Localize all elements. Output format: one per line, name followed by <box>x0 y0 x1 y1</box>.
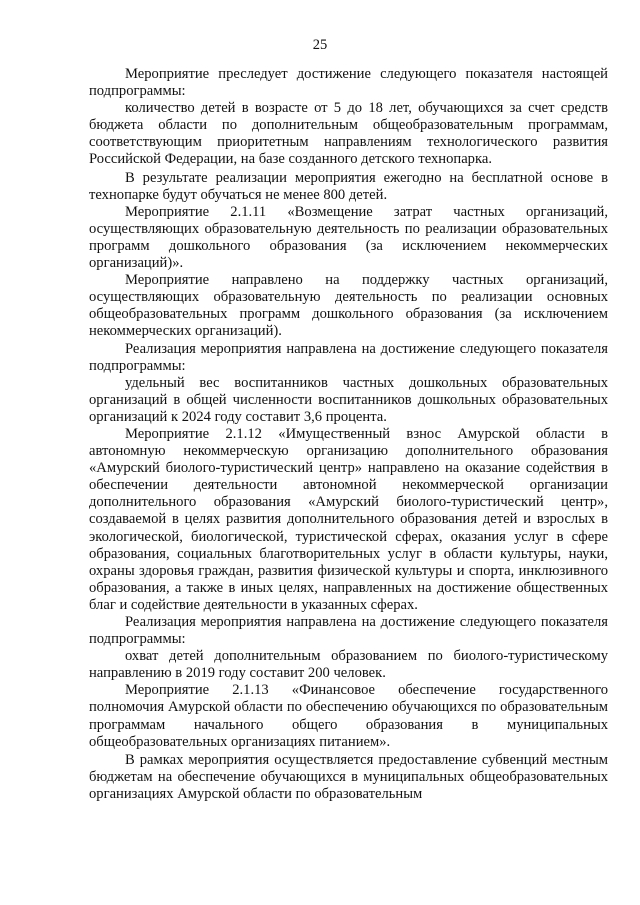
paragraph: охват детей дополнительным образованием по биолого-туристическому направлению в 2019 году составит 200 человек. <box>89 648 608 682</box>
document-body <box>89 66 608 803</box>
paragraph: Реализация мероприятия направлена на достижение следующего показателя подпрограммы: <box>89 340 608 374</box>
paragraph: Мероприятие преследует достижение следующего показателя настоящей подпрограммы: <box>89 66 608 100</box>
paragraph: Реализация мероприятия направлена на достижение следующего показателя подпрограммы: <box>89 614 608 648</box>
paragraph: В результате реализации мероприятия ежегодно на бесплатной основе в технопарке будут обучаться не менее 800 детей. <box>89 169 608 203</box>
paragraph: удельный вес воспитанников частных дошкольных образовательных организаций в общей численности воспитанников дошкольных образовательных организаций к 2024 году составит 3,6 процента. <box>89 374 608 425</box>
paragraph: Мероприятие направлено на поддержку частных организаций, осуществляющих образовательную деятельность по реализации основных общеобразовательных программ дошкольного образования (за исключением некоммерческих организаций). <box>89 272 608 340</box>
paragraph: В рамках мероприятия осуществляется предоставление субвенций местным бюджетам на обеспечение обучающихся в муниципальных общеобразовательных организациях Амурской области по образовательным <box>89 751 608 802</box>
paragraph: Мероприятие 2.1.12 «Имущественный взнос Амурской области в автономную некоммерческую организацию дополнительного образования «Амурский биолого-туристический центр» направлено на оказание содействия в обеспечении деятельности автономной некоммерческой организации дополнительного образования «Амурский биолого-туристический центр», создаваемой в целях развития дополнительного образования детей и взрослых в экологической, биологической, туристической сферах, оказания услуг в сфере образования, социальных благотворительных услуг в области культуры, науки, охраны здоровья граждан, развития физической культуры и спорта, инклюзивного образования, а также в иных целях, направленных на достижение общественных благ и содействие деятельности в указанных сферах. <box>89 425 608 613</box>
paragraph: количество детей в возрасте от 5 до 18 лет, обучающихся за счет средств бюджета области по дополнительным общеобразовательным программам, соответствующим приоритетным направлениям технологического развития Российской Федерации, на базе созданного детского технопарка. <box>89 100 608 168</box>
paragraph: Мероприятие 2.1.13 «Финансовое обеспечение государственного полномочия Амурской области по обеспечению обучающихся по образовательным программам начального общего образования в муниципальных общеобразовательных организациях питанием». <box>89 682 608 750</box>
paragraph: Мероприятие 2.1.11 «Возмещение затрат частных организаций, осуществляющих образовательную деятельность по реализации образовательных программ дошкольного образования (за исключением некоммерческих организаций)». <box>89 203 608 272</box>
page-number: 25 <box>312 37 328 53</box>
